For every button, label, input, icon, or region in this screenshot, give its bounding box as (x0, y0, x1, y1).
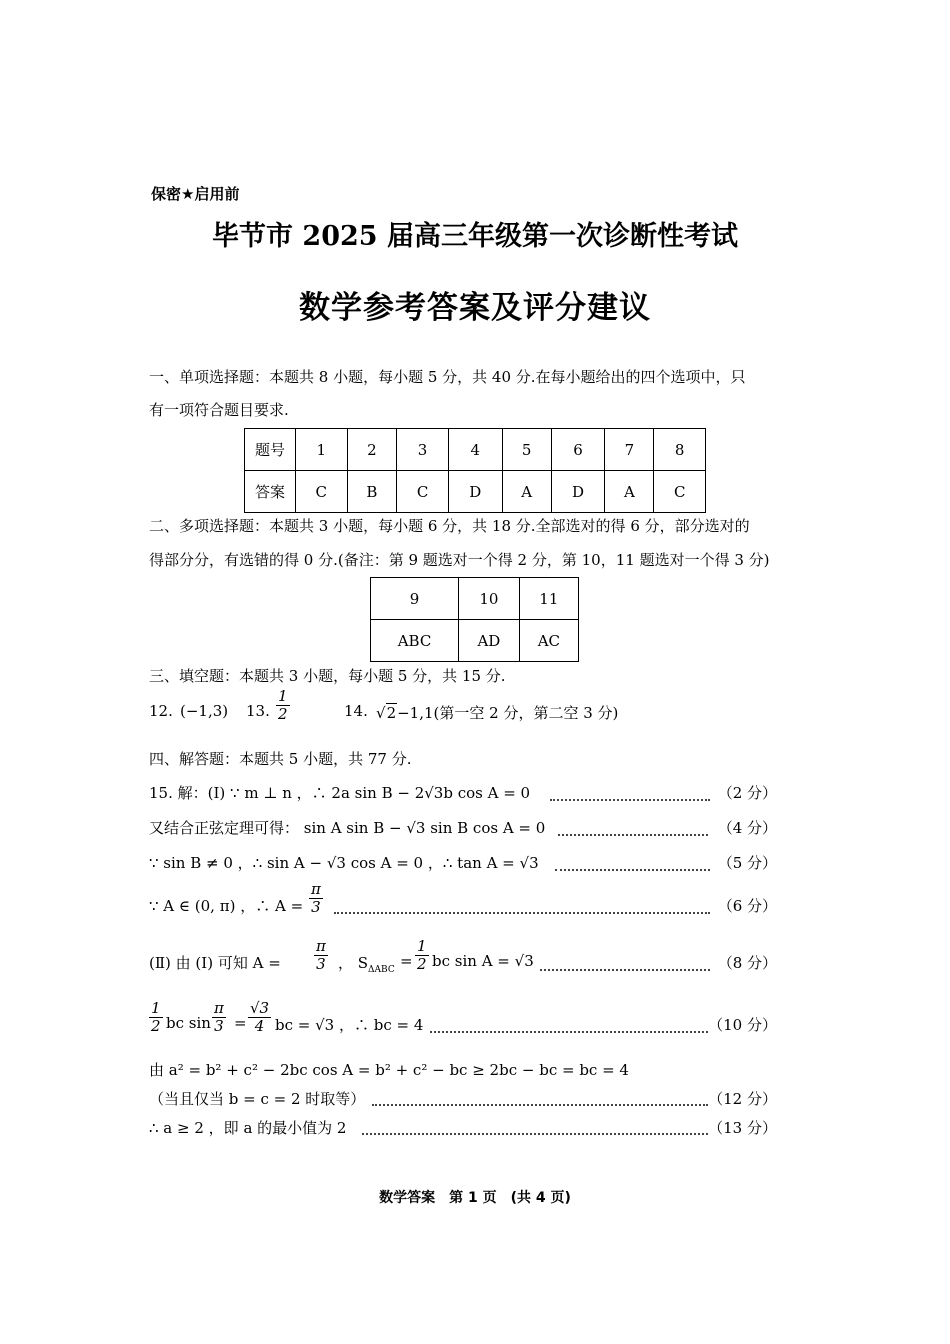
section1-intro-line2: 有一项符合题目要求. (149, 401, 289, 419)
leader-dots (540, 969, 710, 971)
q14-answer (376, 702, 618, 723)
table-cell: C (296, 471, 348, 513)
section2-intro-line2: 得部分分，有选错的得 0 分.(备注：第 9 题选对一个得 2 分，第 10，11 题选对一个得 3 分) (149, 551, 770, 569)
fraction-denominator: 4 (254, 1017, 265, 1035)
fraction-one-half (147, 1000, 165, 1035)
score-13: （13 分） (708, 1119, 777, 1137)
table-cell: 9 (371, 578, 459, 620)
leader-dots (558, 834, 708, 836)
fraction-numerator: 1 (278, 687, 288, 705)
area-formula: bc sin A = √3 (432, 952, 534, 970)
area-label: ， S (338, 954, 369, 972)
table-cell: AD (459, 620, 520, 662)
table-cell: D (448, 471, 502, 513)
table-cell: 8 (654, 429, 706, 471)
fraction-denominator: 2 (151, 1017, 161, 1035)
fraction-pi-over-3 (210, 1000, 228, 1035)
score-12: （12 分） (708, 1090, 777, 1108)
table-cell: B (347, 471, 397, 513)
table-cell: 2 (347, 429, 397, 471)
confidential-label: 保密★启用前 (151, 185, 240, 203)
score-6: （6 分） (717, 897, 777, 915)
page-footer: 数学答案 第 1 页 (共 4 页) (379, 1190, 571, 1206)
solution-line-9: ∴ a ≥ 2 ，即 a 的最小值为 2 (149, 1119, 347, 1137)
fraction-numerator: π (214, 999, 224, 1017)
q12-label: 12. (149, 702, 173, 720)
solution-line-4: ∵ A ∈ (0, π) ，∴ A = (149, 897, 304, 915)
section1-intro-line1: 一、单项选择题：本题共 8 小题，每小题 5 分，共 40 分.在每小题给出的四个选项中，只 (149, 368, 746, 386)
q14-answer-tail: −1,1(第一空 2 分，第二空 3 分) (397, 704, 619, 722)
area-symbol (338, 952, 395, 975)
bc-sin-label: bc sin (166, 1014, 211, 1032)
solution-line-3: ∵ sin B ≠ 0 ，∴ sin A − √3 cos A = 0 ，∴ tan A = √3 (149, 854, 539, 872)
fraction-denominator: 3 (214, 1017, 224, 1035)
fraction-numerator: 1 (151, 999, 161, 1017)
solution-line-1: 15. 解：(Ⅰ) ∵ m ⊥ n ，∴ 2a sin B − 2√3b cos A = 0 (149, 784, 531, 802)
answer-key-title: 数学参考答案及评分建议 (299, 290, 651, 326)
multi-choice-answer-table (370, 577, 579, 662)
table-row-label: 题号 (245, 429, 296, 471)
leader-dots (334, 912, 710, 914)
leader-dots (362, 1133, 708, 1135)
score-4: （4 分） (717, 819, 777, 837)
table-cell: 6 (551, 429, 605, 471)
score-5: （5 分） (717, 854, 777, 872)
table-cell: A (605, 471, 654, 513)
fraction-pi-over-3 (307, 881, 325, 916)
solution-line-6: bc = √3 ，∴ bc = 4 (275, 1016, 424, 1034)
section2-intro-line1: 二、多项选择题：本题共 3 小题，每小题 6 分，共 18 分.全部选对的得 6 分，部分选对的 (149, 517, 750, 535)
leader-dots (430, 1031, 708, 1033)
solution-line-8: （当且仅当 b = c = 2 时取等） (149, 1090, 366, 1108)
table-cell: 4 (448, 429, 502, 471)
table-cell: A (502, 471, 551, 513)
leader-dots (555, 869, 710, 871)
fraction-denominator: 3 (311, 898, 321, 916)
table-cell: 5 (502, 429, 551, 471)
q13-answer-fraction (274, 688, 292, 723)
fraction-numerator: π (316, 937, 326, 955)
fraction-one-half (413, 938, 431, 973)
leader-dots (372, 1104, 708, 1106)
fraction-numerator: 1 (417, 937, 427, 955)
single-choice-answer-table (244, 428, 706, 513)
table-row-label: 答案 (245, 471, 296, 513)
table-cell: 11 (519, 578, 578, 620)
q13-label: 13. (246, 702, 270, 720)
table-cell: D (551, 471, 605, 513)
table-cell: C (654, 471, 706, 513)
equals-sign: = (400, 952, 413, 970)
exam-title: 毕节市 2025 届高三年级第一次诊断性考试 (212, 221, 738, 252)
table-cell: ABC (371, 620, 459, 662)
solution-line-5: (Ⅱ) 由 (Ⅰ) 可知 A = (149, 954, 281, 972)
solution-line-7: 由 a² = b² + c² − 2bc cos A = b² + c² − bc ≥ 2bc − bc = bc = 4 (149, 1061, 629, 1079)
fraction-numerator: π (311, 880, 321, 898)
table-cell: 10 (459, 578, 520, 620)
table-cell: 7 (605, 429, 654, 471)
solution-line-2: 又结合正弦定理可得： sin A sin B − √3 sin B cos A = 0 (149, 819, 546, 837)
fraction-pi-over-3 (312, 938, 330, 973)
fraction-denominator: 3 (316, 955, 326, 973)
q12-answer: (−1,3) (180, 702, 229, 720)
fraction-denominator: 2 (278, 705, 288, 723)
leader-dots (550, 799, 710, 801)
q14-label: 14. (344, 702, 368, 720)
table-cell: C (397, 471, 449, 513)
sqrt-symbol: √2 (376, 704, 397, 722)
table-cell: 3 (397, 429, 449, 471)
equals-sign: = (234, 1014, 247, 1032)
table-cell: 1 (296, 429, 348, 471)
fraction-sqrt3-over-4 (246, 1000, 273, 1035)
score-8: （8 分） (717, 954, 777, 972)
fraction-denominator: 2 (417, 955, 427, 973)
score-10: （10 分） (708, 1016, 777, 1034)
score-2: （2 分） (717, 784, 777, 802)
table-cell: AC (519, 620, 578, 662)
fraction-numerator: √3 (250, 999, 270, 1017)
section3-intro: 三、填空题：本题共 3 小题，每小题 5 分，共 15 分. (149, 667, 506, 685)
section4-intro: 四、解答题：本题共 5 小题，共 77 分. (149, 750, 412, 768)
area-subscript: ΔABC (368, 965, 395, 975)
